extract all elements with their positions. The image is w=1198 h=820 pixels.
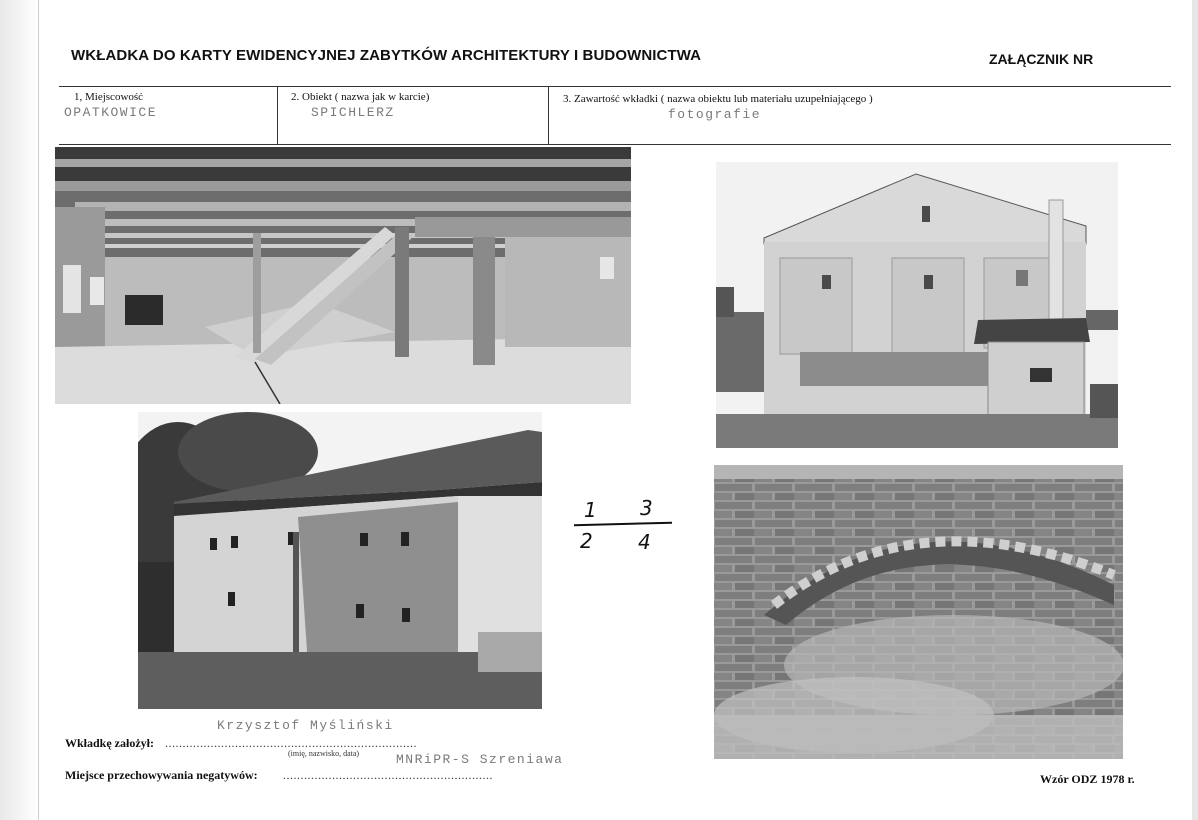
scan-page-edge	[0, 0, 38, 820]
storage-label: Miejsce przechowywania negatywów:	[65, 768, 258, 782]
scan-page-edge-line	[38, 0, 39, 820]
storage-value: MNRiPR-S Szreniawa	[396, 752, 564, 767]
photo-interior-attic-stairs	[55, 147, 631, 404]
locality-value: OPATKOWICE	[64, 105, 158, 120]
annex-label: ZAŁĄCZNIK NR	[989, 51, 1094, 67]
photo-side-facade	[138, 412, 542, 709]
header-rule-top	[59, 86, 1171, 87]
layout-key-bottom-right: 4	[638, 530, 651, 554]
scan-page-edge-right	[1192, 0, 1198, 820]
object-label: 2. Obiekt ( nazwa jak w karcie)	[291, 91, 430, 103]
photo-brick-arch-detail	[714, 465, 1123, 759]
layout-key-top-right: 3	[640, 496, 653, 520]
layout-key-top-left: 1	[584, 498, 597, 522]
document-title: WKŁADKA DO KARTY EWIDENCYJNEJ ZABYTKÓW ARCHITEKTURY I BUDOWNICTWA	[71, 47, 702, 64]
author-label: Wkładkę założył:	[65, 736, 154, 750]
author-hint: (imię, nazwisko, data)	[288, 749, 360, 758]
content-value: fotografie	[668, 107, 762, 122]
object-value: SPICHLERZ	[311, 105, 395, 120]
locality-label: 1, Miejscowość	[74, 91, 144, 103]
photo-gable-facade	[716, 162, 1118, 448]
layout-key-bottom-left: 2	[580, 529, 593, 553]
header-rule-bottom	[59, 144, 1171, 145]
storage-dots: ............................................................	[283, 768, 493, 782]
template-note: Wzór ODZ 1978 r.	[1040, 772, 1135, 786]
field-divider-2	[548, 86, 549, 144]
content-label: 3. Zawartość wkładki ( nazwa obiektu lub materiału uzupełniającego )	[563, 93, 873, 105]
author-dots: ........................................................................	[165, 736, 417, 750]
field-divider-1	[277, 86, 278, 144]
layout-key-divider	[574, 522, 672, 527]
author-value: Krzysztof Myśliński	[217, 718, 394, 733]
photo-layout-key	[572, 498, 676, 556]
